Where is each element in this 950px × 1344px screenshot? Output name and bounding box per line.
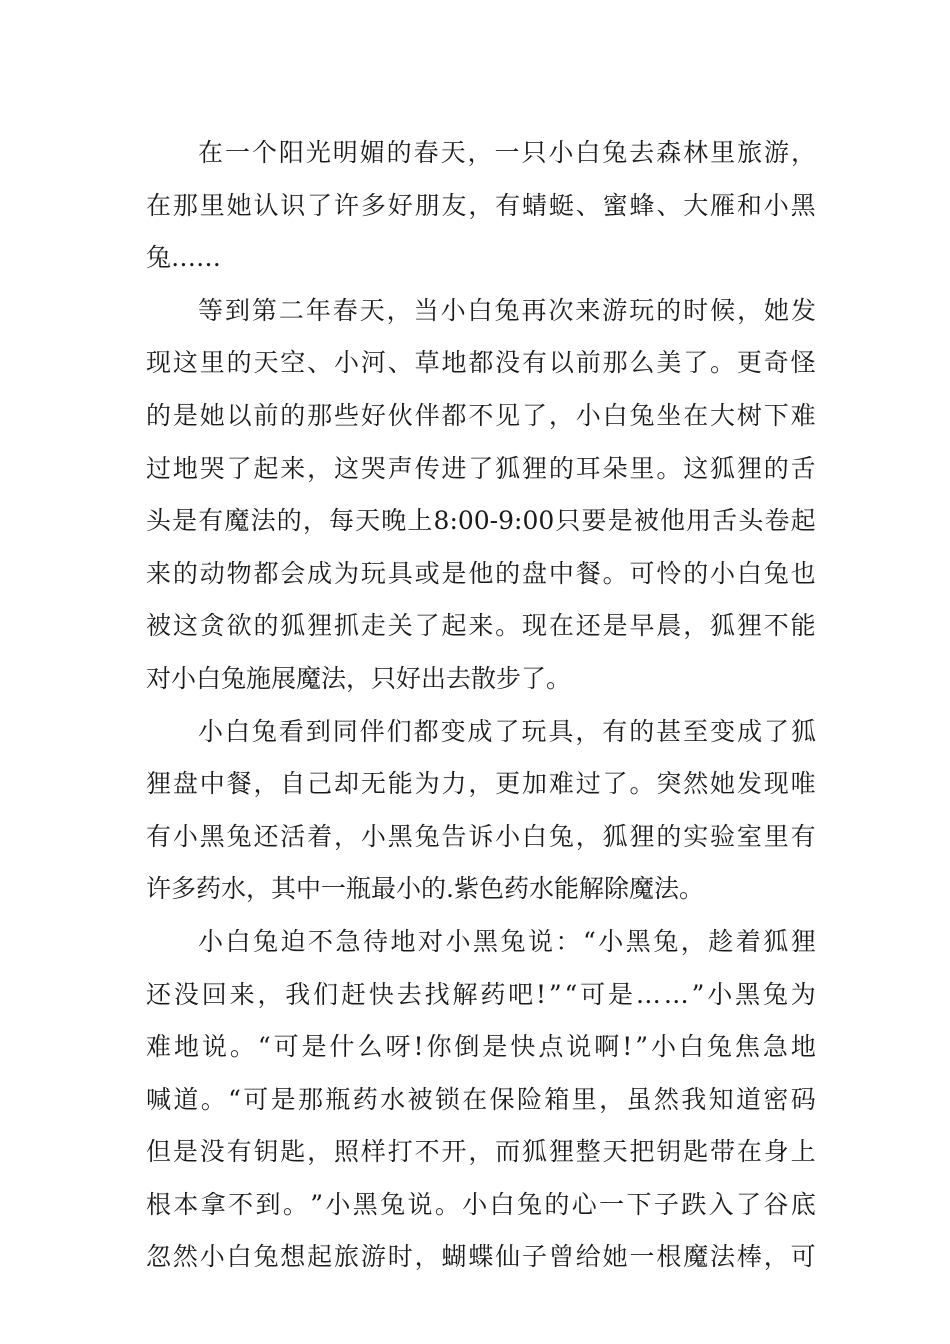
paragraph-4-line-5: 但 是 没 有 钥 匙 ， 照 样 打 不 开 ， 而 狐 狸 整 天 把 钥 匙 带 在 身 上 xyxy=(146,1137,816,1167)
paragraph-4-line-4: 喊 道 。 “ 可 是 那 瓶 药 水 被 锁 在 保 险 箱 里 ， 虽 然 我 知 道 密 码 xyxy=(146,1084,816,1114)
paragraph-2-line-6: 来 的 动 物 都 会 成 为 玩 具 或 是 他 的 盘 中 餐 。 可 怜 的 小 白 兔 也 xyxy=(146,558,816,588)
paragraph-4-line-2: 还 没 回 来 ， 我 们 赶 快 去 找 解 药 吧 ! ” “ 可 是 … … ” 小 黑 兔 为 xyxy=(146,979,816,1009)
paragraph-4-line-3: 难 地 说 。 “ 可 是 什 么 呀 ! 你 倒 是 快 点 说 啊 ! ” 小 白 兔 焦 急 地 xyxy=(146,1032,816,1062)
paragraph-4-line-6: 根 本 拿 不 到 。 ” 小 黑 兔 说 。 小 白 兔 的 心 一 下 子 跌 入 了 谷 底 xyxy=(146,1189,816,1219)
paragraph-2-line-3: 的 是 她 以 前 的 那 些 好 伙 伴 都 不 见 了 ， 小 白 兔 坐 在 大 树 下 难 xyxy=(146,400,816,430)
paragraph-3-line-3: 有 小 黑 兔 还 活 着 ， 小 黑 兔 告 诉 小 白 兔 ， 狐 狸 的 实 验 室 里 有 xyxy=(146,821,816,851)
paragraph-4-line-7: 忽 然 小 白 兔 想 起 旅 游 时 ， 蝴 蝶 仙 子 曾 给 她 一 根 魔 法 棒 ， 可 xyxy=(146,1242,816,1272)
paragraph-2-line-7: 被 这 贪 欲 的 狐 狸 抓 走 关 了 起 来 。 现 在 还 是 早 晨 ， 狐 狸 不 能 xyxy=(146,611,816,641)
paragraph-2-line-2: 现 这 里 的 天 空 、 小 河 、 草 地 都 没 有 以 前 那 么 美 了 。 更 奇 怪 xyxy=(146,348,816,378)
paragraph-3-line-4: 许多药水，其中一瓶最小的.紫色药水能解除魔法。 xyxy=(146,874,704,904)
paragraph-3-line-1: 小 白 兔 看 到 同 伴 们 都 变 成 了 玩 具 ， 有 的 甚 至 变 成 了 狐 xyxy=(198,716,816,746)
paragraph-1-line-1: 在 一 个 阳 光 明 媚 的 春 天 ， 一 只 小 白 兔 去 森 林 里 旅 游 ， xyxy=(198,138,816,167)
paragraph-4-line-1: 小 白 兔 迫 不 急 待 地 对 小 黑 兔 说 ： “ 小 黑 兔 ， 趁 着 狐 狸 xyxy=(198,926,816,956)
paragraph-1-line-2: 在 那 里 她 认 识 了 许 多 好 朋 友 ， 有 蜻 蜓 、 蜜 蜂 、 大 雁 和 小 黑 xyxy=(146,190,816,220)
paragraph-3-line-2: 狸 盘 中 餐 ， 自 己 却 无 能 为 力 ， 更 加 难 过 了 。 突 然 她 发 现 唯 xyxy=(146,769,816,799)
paragraph-1-line-3: 兔…… xyxy=(146,243,222,273)
paragraph-2-line-8: 对小白兔施展魔法，只好出去散步了。 xyxy=(146,663,572,693)
story-text xyxy=(146,127,816,1284)
paragraph-2-line-4: 过 地 哭 了 起 来 ， 这 哭 声 传 进 了 狐 狸 的 耳 朵 里 。 这 狐 狸 的 舌 xyxy=(146,453,816,483)
paragraph-2-line-5: 头 是 有 魔 法 的 ， 每 天 晚 上 8:00-9:00 只 要 是 被 他 用 舌 头 卷 起 xyxy=(146,506,816,536)
paragraph-2-line-1: 等 到 第 二 年 春 天 ， 当 小 白 兔 再 次 来 游 玩 的 时 候 ， 她 发 xyxy=(198,295,816,325)
